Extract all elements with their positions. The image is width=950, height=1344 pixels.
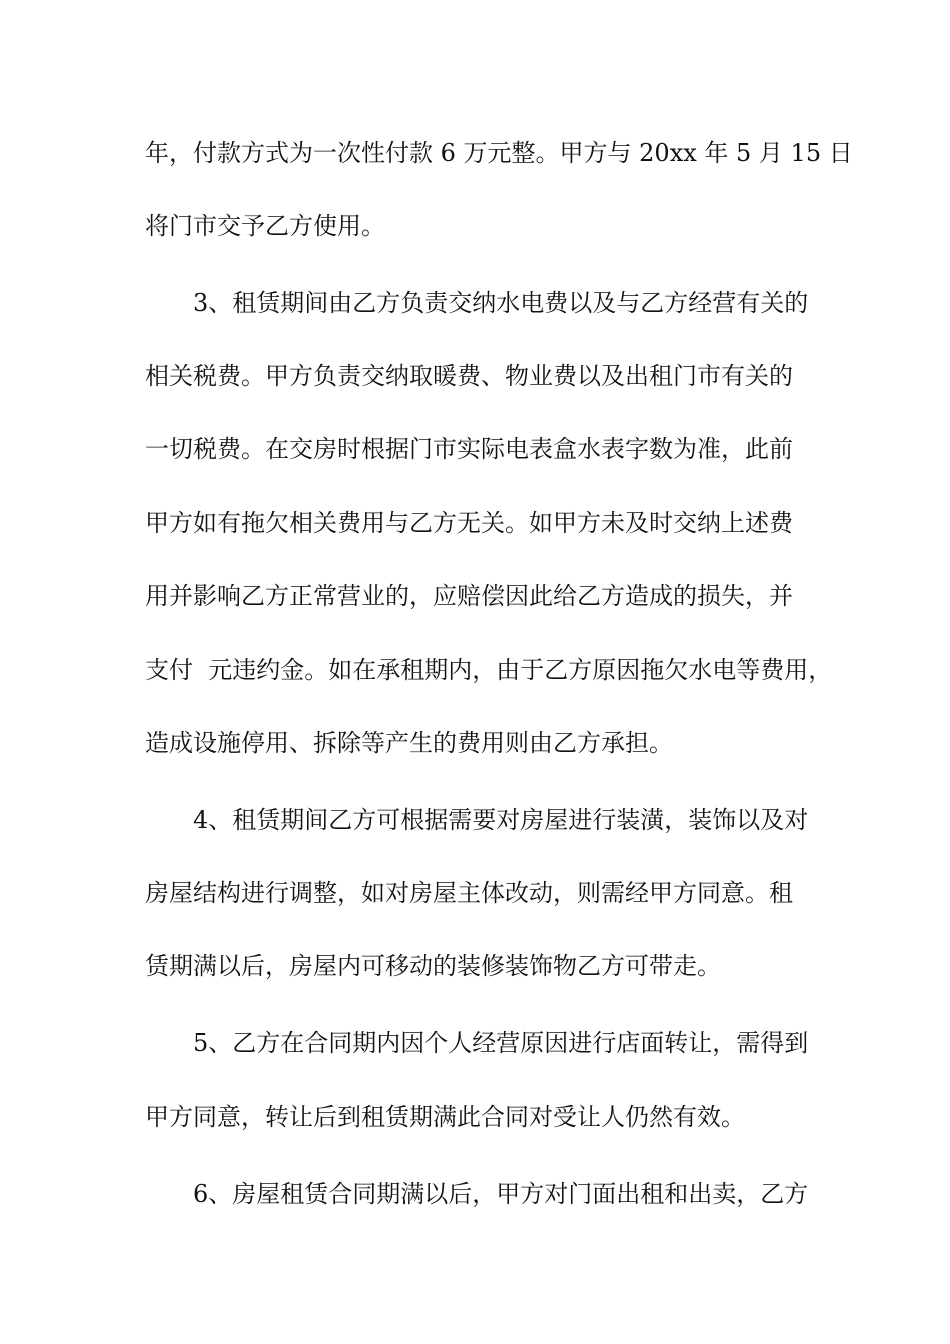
text-line: 年，付款方式为一次性付款 6 万元整。甲方与 20xx 年 5 月 15 日: [145, 139, 853, 167]
paragraph-start-line: 3、租赁期间由乙方负责交纳水电费以及与乙方经营有关的: [193, 289, 809, 317]
text-line: 甲方如有拖欠相关费用与乙方无关。如甲方未及时交纳上述费: [145, 509, 793, 537]
text-line: 造成设施停用、拆除等产生的费用则由乙方承担。: [145, 729, 673, 757]
text-line: 将门市交予乙方使用。: [145, 212, 385, 240]
paragraph-start-line: 6、房屋租赁合同期满以后，甲方对门面出租和出卖，乙方: [193, 1180, 809, 1208]
text-line: 一切税费。在交房时根据门市实际电表盒水表字数为准，此前: [145, 435, 793, 463]
text-line: 赁期满以后，房屋内可移动的装修装饰物乙方可带走。: [145, 952, 721, 980]
text-line: 房屋结构进行调整，如对房屋主体改动，则需经甲方同意。租: [145, 879, 793, 907]
paragraph-start-line: 4、租赁期间乙方可根据需要对房屋进行装潢，装饰以及对: [193, 806, 809, 834]
text-line: 用并影响乙方正常营业的，应赔偿因此给乙方造成的损失，并: [145, 582, 793, 610]
text-line: 支付 元违约金。如在承租期内，由于乙方原因拖欠水电等费用，: [145, 656, 833, 684]
text-line: 甲方同意，转让后到租赁期满此合同对受让人仍然有效。: [145, 1103, 745, 1131]
text-line: 相关税费。甲方负责交纳取暖费、物业费以及出租门市有关的: [145, 362, 793, 390]
paragraph-start-line: 5、乙方在合同期内因个人经营原因进行店面转让，需得到: [193, 1029, 809, 1057]
